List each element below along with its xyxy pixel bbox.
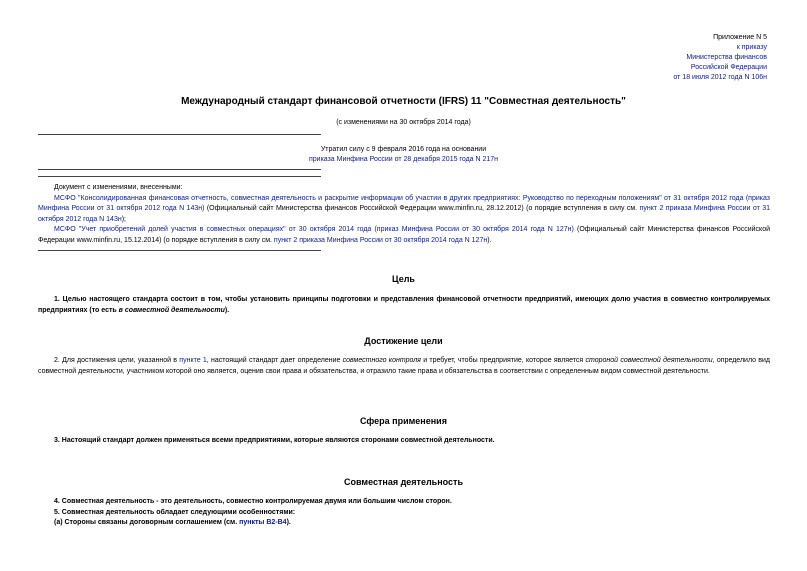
paragraph-link[interactable]: пункте 1 — [179, 357, 207, 364]
paragraph-text: 1. Целью настоящего стандарта состоит в том, чтобы установить принципы подготовки и представления финансовой отчетности предприятий, имеющих долю участия в совместно контролируемых предприятиях (то есть — [38, 296, 770, 314]
divider — [38, 250, 321, 251]
change-text: (Официальный сайт Министерства финансов Российской Федерации www.minfin.ru, 28.12.2012) (о порядке вступления в силу см. — [204, 205, 640, 212]
changes-item — [38, 225, 770, 246]
change-text: (Официальный сайт Министерства финансов Российской Федерации www.minfin.ru, 15.12.2014) (о порядке вступления в силу см. — [38, 226, 770, 244]
paragraph-text: (a) Стороны связаны договорным соглашением (см. — [54, 519, 240, 526]
appendix-country-link[interactable]: Российской Федерации — [690, 64, 767, 71]
divider — [38, 169, 321, 170]
paragraph-4-5 — [38, 497, 770, 529]
paragraph-italic: совместного контроля — [342, 357, 421, 364]
paragraph-italic: в совместной деятельности — [118, 306, 225, 314]
changes-item — [38, 194, 770, 226]
change-link[interactable]: МСФО "Консолидированная финансовая отчетность, совместная деятельность и раскрытие информации об участии в других предприятиях: Руководство по переходным положениям" от 31 октября 2012 года (приказ Минфина России от 31 октября 2012 года N 143н) — [38, 194, 770, 212]
changes-block — [38, 183, 770, 246]
section-heading-achievement: Достижение цели — [364, 336, 443, 346]
change-effect-link[interactable]: пункт 2 приказа Минфина России от 30 октября 2014 года N 127н — [273, 236, 488, 244]
paragraph-link[interactable]: пункты B2-B4 — [239, 519, 287, 526]
paragraph-text: ). — [286, 519, 291, 526]
appendix-title: Приложение N 5 — [713, 34, 767, 41]
invalidated-order-link[interactable]: приказа Минфина России от 28 декабря 2015 года N 217н — [308, 156, 499, 163]
paragraph-text: 2. Для достижения цели, указанной в — [54, 357, 180, 364]
appendix-block — [673, 33, 767, 83]
invalidated-notice — [0, 145, 807, 165]
paragraph-a — [38, 518, 770, 529]
section-heading-goal: Цель — [392, 274, 415, 284]
paragraph-text: и требует, чтобы предприятие, которое является — [420, 357, 586, 364]
document-title: Международный стандарт финансовой отчетности (IFRS) 11 "Совместная деятельность" — [181, 96, 626, 107]
divider — [38, 134, 321, 135]
section-heading-scope: Сфера применения — [360, 416, 447, 426]
section-heading-joint-activity: Совместная деятельность — [344, 477, 463, 487]
divider — [38, 176, 321, 177]
paragraph-text: 4. Совместная деятельность - это деятельность, совместно контролируемая двумя или большим числом сторон. — [54, 498, 452, 505]
paragraph-1 — [38, 295, 770, 316]
document-subtitle: (с изменениями на 30 октября 2014 года) — [336, 119, 471, 126]
appendix-date-link[interactable]: от 18 июля 2012 года N 106н — [673, 74, 767, 81]
paragraph-text: 3. Настоящий стандарт должен применяться всеми предприятиями, которые являются сторонами совместной деятельности. — [54, 437, 495, 444]
paragraph-text: ). — [224, 306, 230, 314]
change-text-end: ); — [121, 215, 126, 223]
changes-intro: Документ с изменениями, внесенными: — [54, 184, 183, 191]
paragraph-text: 5. Совместная деятельность обладает следующими особенностями: — [54, 508, 296, 516]
invalidated-line: Утратил силу с 9 февраля 2016 года на основании — [320, 146, 487, 153]
paragraph-3 — [38, 436, 770, 447]
appendix-order-link[interactable]: к приказу — [736, 44, 767, 51]
appendix-ministry-link[interactable]: Министерства финансов — [686, 54, 767, 61]
paragraph-text: , определило вид совместной деятельности, участником которой оно является, оценив свои права и обязательства, и отразило такие права и обязательства в соответствии с определенным видом совместной деятельности. — [38, 357, 771, 375]
change-link[interactable]: МСФО "Учет приобретений долей участия в совместных операциях" от 30 октября 2014 года (приказ Минфина России от 30 октября 2014 года N 127н) — [54, 226, 574, 233]
change-text-end: ). — [487, 236, 492, 244]
change-effect-link[interactable]: пункт 2 приказа Минфина России от 31 октября 2012 года N 143н — [38, 205, 771, 223]
paragraph-2 — [38, 356, 770, 377]
paragraph-italic: стороной совместной деятельности — [585, 357, 713, 364]
paragraph-text: , настоящий стандарт дает определение — [206, 357, 343, 364]
